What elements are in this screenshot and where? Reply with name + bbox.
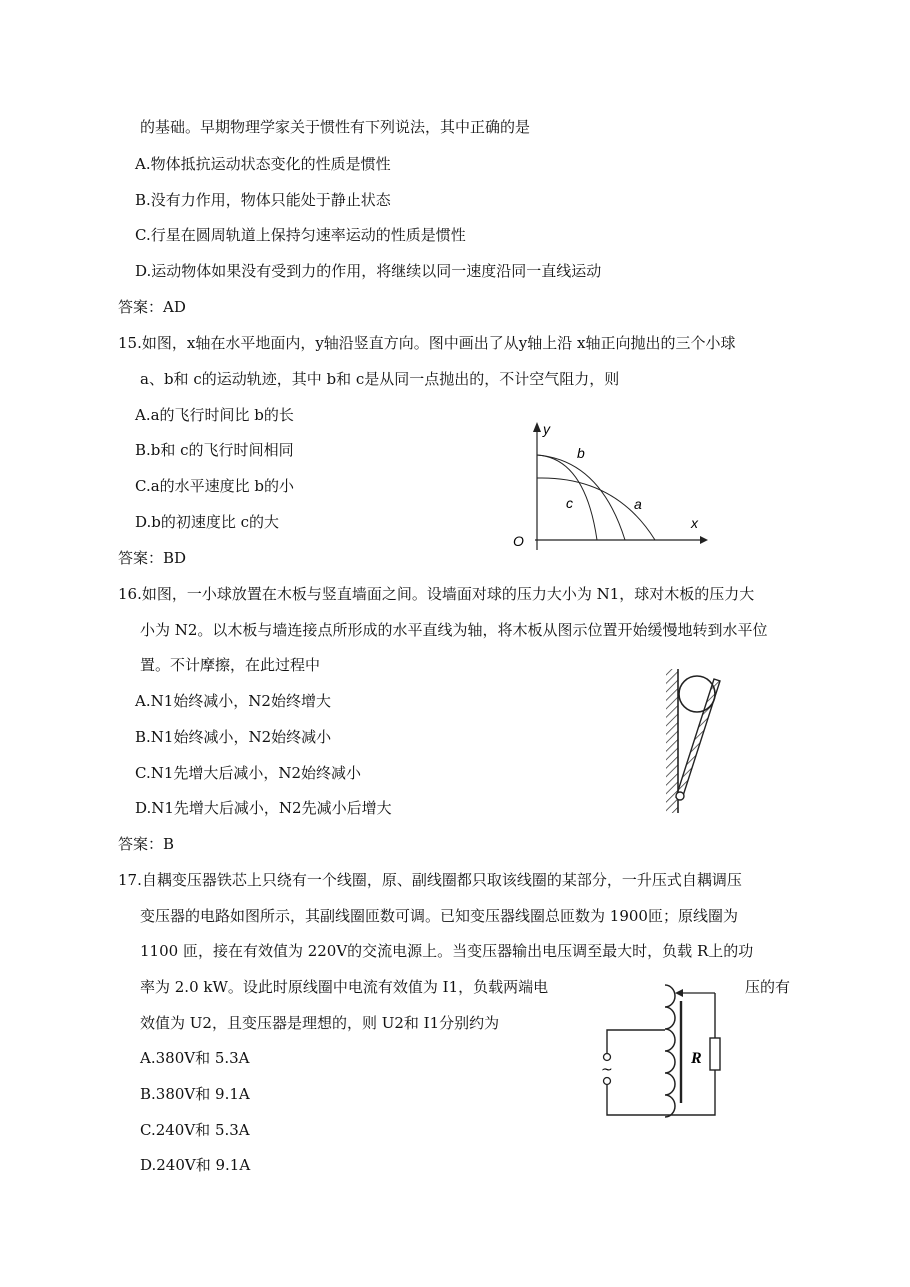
q16-option-b: B.N1始终减小，N2始终减小 — [135, 728, 332, 746]
slider-arrowhead — [675, 989, 683, 997]
resistor-r — [710, 1038, 720, 1070]
q16-answer: 答案：B — [118, 835, 175, 853]
x-axis-label: x — [691, 515, 698, 531]
q17-stem-line1: 17.自耦变压器铁芯上只绕有一个线圈，原、副线圈都只取该线圈的某部分，一升压式自耦调压 — [118, 871, 742, 889]
q17-stem-line4a: 率为 2.0 kW。设此时原线圈中电流有效值为 I1，负载两端电 — [140, 978, 549, 996]
q17-stem-line2: 变压器的电路如图所示，其副线圈匝数可调。已知变压器线圈总匝数为 1900匝；原线圈为 — [140, 907, 738, 925]
ac-source-symbol: ~ — [601, 1062, 613, 1078]
q14-option-c: C.行星在圆周轨道上保持匀速率运动的性质是惯性 — [135, 226, 466, 244]
trajectory-b — [537, 455, 625, 540]
q16-stem-line1: 16.如图，一小球放置在木板与竖直墙面之间。设墙面对球的压力大小为 N1，球对木板的压力大 — [118, 585, 755, 603]
q16-ball-board-figure — [650, 665, 730, 817]
q15-option-b: B.b和 c的飞行时间相同 — [135, 441, 294, 459]
q15-option-a: A.a的飞行时间比 b的长 — [135, 406, 294, 424]
q16-stem-line3: 置。不计摩擦，在此过程中 — [140, 656, 321, 674]
y-axis-label: y — [543, 421, 550, 437]
curve-label-a: a — [634, 496, 642, 512]
q16-option-d: D.N1先增大后减小，N2先减小后增大 — [135, 799, 392, 817]
input-wire-bottom — [607, 1085, 665, 1115]
q15-trajectory-figure — [505, 418, 715, 553]
q14-option-b: B.没有力作用，物体只能处于静止状态 — [135, 191, 391, 209]
q17-stem-line3: 1100 匝，接在有效值为 220V的交流电源上。当变压器输出电压调至最大时，负载 R上的功 — [140, 942, 754, 960]
q17-stem-line4b: 压的有 — [745, 978, 791, 996]
origin-label: O — [513, 533, 524, 549]
q16-option-c: C.N1先增大后减小，N2始终减小 — [135, 764, 362, 782]
q15-answer: 答案：BD — [118, 549, 187, 567]
wall-hatching — [666, 669, 678, 813]
q17-option-d: D.240V和 9.1A — [140, 1156, 251, 1174]
input-terminal-top — [604, 1054, 611, 1061]
q14-answer: 答案：AD — [118, 298, 186, 316]
q15-option-d: D.b的初速度比 c的大 — [135, 513, 280, 531]
q17-option-c: C.240V和 5.3A — [140, 1121, 250, 1139]
q15-option-c: C.a的水平速度比 b的小 — [135, 477, 295, 495]
q17-stem-line5: 效值为 U2，且变压器是理想的，则 U2和 I1分别约为 — [140, 1014, 500, 1032]
q17-transformer-circuit — [595, 975, 730, 1120]
input-terminal-bottom — [604, 1078, 611, 1085]
q15-stem-line2: a、b和 c的运动轨迹，其中 b和 c是从同一点抛出的，不计空气阻力，则 — [140, 370, 620, 388]
curve-label-b: b — [577, 445, 585, 461]
transformer-coil — [665, 985, 675, 1117]
x-axis-arrow — [700, 536, 708, 544]
q14-stem: 的基础。早期物理学家关于惯性有下列说法，其中正确的是 — [140, 118, 531, 136]
resistor-label: R — [691, 1050, 702, 1067]
pivot-hinge — [676, 792, 684, 800]
q16-option-a: A.N1始终减小，N2始终增大 — [135, 692, 331, 710]
q17-option-a: A.380V和 5.3A — [140, 1049, 250, 1067]
curve-label-c: c — [566, 495, 573, 511]
input-wire-top — [607, 1030, 665, 1053]
q17-option-b: B.380V和 9.1A — [140, 1085, 250, 1103]
q14-option-a: A.物体抵抗运动状态变化的性质是惯性 — [135, 155, 391, 173]
q14-option-d: D.运动物体如果没有受到力的作用，将继续以同一速度沿同一直线运动 — [135, 262, 602, 280]
q15-stem-line1: 15.如图，x轴在水平地面内，y轴沿竖直方向。图中画出了从y轴上沿 x轴正向抛出的三个小球 — [118, 334, 736, 352]
y-axis-arrow — [533, 422, 541, 432]
q16-stem-line2: 小为 N2。以木板与墙连接点所形成的水平直线为轴，将木板从图示位置开始缓慢地转到水平位 — [140, 621, 768, 639]
